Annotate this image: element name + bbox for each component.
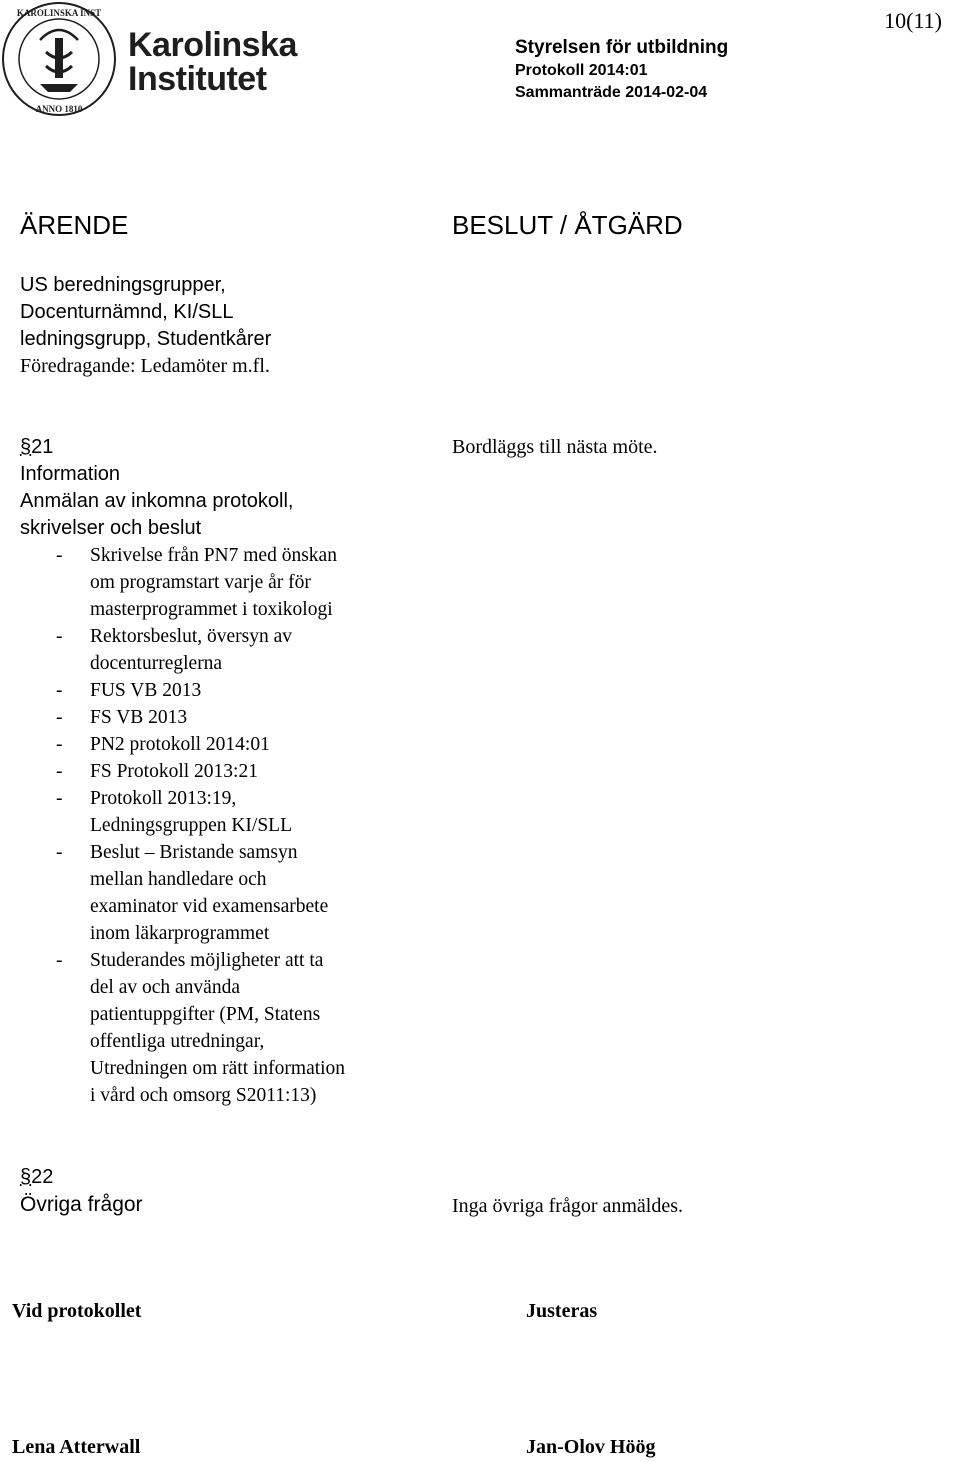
list-item-line: mellan handledare och <box>90 869 267 890</box>
list-item-line: del av och använda <box>90 977 240 998</box>
karolinska-wordmark: Karolinska Institutet <box>128 26 297 98</box>
list-item-line: Ledningsgruppen KI/SLL <box>90 815 293 836</box>
list-item-line: Rektorsbeslut, översyn av <box>90 626 293 647</box>
section-21-title: Information <box>20 463 121 485</box>
list-item-line: om programstart varje år för <box>90 572 311 593</box>
list-item-line: docenturreglerna <box>90 653 223 674</box>
org-name: Styrelsen för utbildning <box>515 37 729 58</box>
list-item-line: Protokoll 2013:19, <box>90 788 237 809</box>
list-dash: - <box>56 680 63 701</box>
signature-label-protocol: Vid protokollet <box>12 1300 142 1322</box>
list-dash: - <box>56 842 63 863</box>
group-block: US beredningsgrupper, Docenturnämnd, KI/SLL ledningsgrupp, Studentkårer Föredragande: Ledamöter m.fl. <box>20 272 440 380</box>
list-item <box>20 677 420 704</box>
list-item-line: i vård och omsorg S2011:13) <box>90 1085 317 1106</box>
section-21-decision: Bordläggs till nästa möte. <box>452 436 658 458</box>
list-item <box>20 839 420 947</box>
page-number: 10(11) <box>884 8 942 33</box>
svg-text:KAROLINSKA INST: KAROLINSKA INST <box>16 8 102 18</box>
list-item-line: FS VB 2013 <box>90 707 188 728</box>
list-item-line: patientuppgifter (PM, Statens <box>90 1004 321 1025</box>
list-item-line: FS Protokoll 2013:21 <box>90 761 258 782</box>
list-item-line: masterprogrammet i toxikologi <box>90 599 333 620</box>
signature-name-right: Jan-Olov Höög <box>526 1436 656 1458</box>
list-item-line: Studerandes möjligheter att ta <box>90 950 324 971</box>
list-dash: - <box>56 734 63 755</box>
list-item-line: offentliga utredningar, <box>90 1031 265 1052</box>
presenter-line: Föredragande: Ledamöter m.fl. <box>20 355 270 377</box>
section-22-decision: Inga övriga frågor anmäldes. <box>452 1195 684 1217</box>
paragraph-sign: § <box>20 1166 32 1188</box>
karolinska-seal-logo <box>0 0 118 118</box>
signature-label-adjusted: Justeras <box>526 1300 598 1322</box>
list-dash: - <box>56 761 63 782</box>
list-dash: - <box>56 788 63 809</box>
signature-name-left: Lena Atterwall <box>12 1436 141 1458</box>
section-22-title: Övriga frågor <box>20 1193 143 1216</box>
section-21-items <box>20 542 420 1109</box>
list-item-line: inom läkarprogrammet <box>90 923 270 944</box>
paragraph-sign: § <box>20 436 32 458</box>
column-heading-beslut: BESLUT / ÅTGÄRD <box>452 210 683 240</box>
list-item-line: Skrivelse från PN7 med önskan <box>90 545 337 566</box>
meeting-date: Sammanträde 2014-02-04 <box>515 84 708 101</box>
svg-text:ANNO 1810: ANNO 1810 <box>35 104 83 114</box>
list-dash: - <box>56 545 63 566</box>
list-item <box>20 947 420 1109</box>
list-item <box>20 731 420 758</box>
section-21-heading: §21 Information Anmälan av inkomna protokoll, skrivelser och beslut <box>20 434 440 542</box>
list-dash: - <box>56 707 63 728</box>
list-item <box>20 542 420 623</box>
list-item-line: Beslut – Bristande samsyn <box>90 842 298 863</box>
document-header <box>515 36 728 104</box>
list-dash: - <box>56 626 63 647</box>
list-item-line: PN2 protokoll 2014:01 <box>90 734 270 755</box>
list-item <box>20 785 420 839</box>
list-item-line: FUS VB 2013 <box>90 680 202 701</box>
list-item-line: Utredningen om rätt information <box>90 1058 346 1079</box>
list-item <box>20 704 420 731</box>
list-item <box>20 758 420 785</box>
section-22-heading: §22 Övriga frågor <box>20 1164 440 1218</box>
list-item-line: examinator vid examensarbete <box>90 896 329 917</box>
list-dash: - <box>56 950 63 971</box>
protocol-number: Protokoll 2014:01 <box>515 62 648 79</box>
column-heading-arende: ÄRENDE <box>20 210 129 240</box>
list-item <box>20 623 420 677</box>
